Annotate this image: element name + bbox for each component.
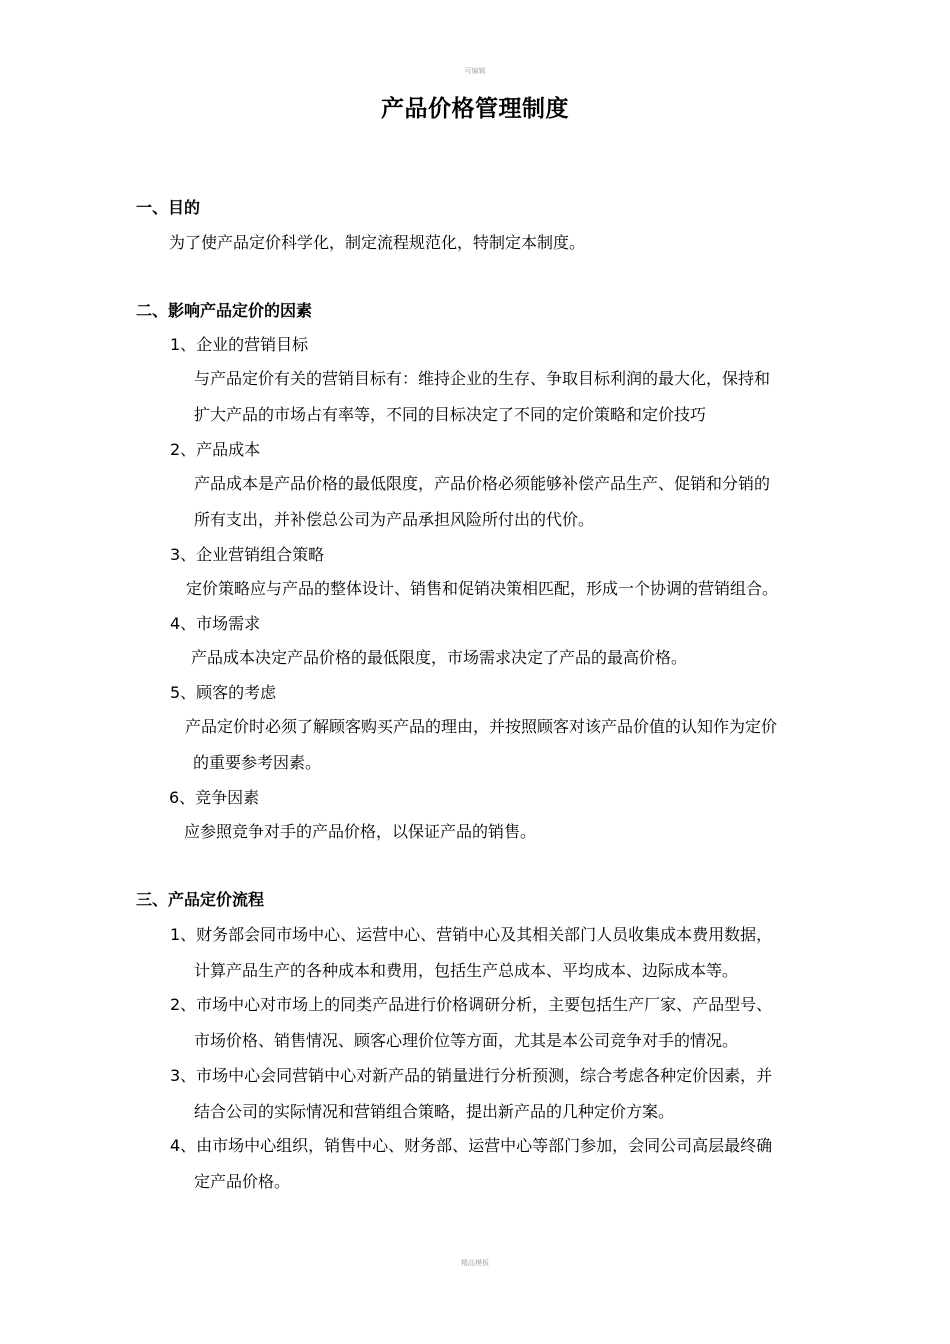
factor-5-label: 5、顾客的考虑 [170, 683, 277, 702]
factor-1-label: 1、企业的营销目标 [170, 335, 309, 354]
process-3-line-1: 3、市场中心会同营销中心对新产品的销量进行分析预测，综合考虑各种定价因素，并 [170, 1066, 773, 1085]
factor-6-line-1: 应参照竞争对手的产品价格，以保证产品的销售。 [184, 822, 537, 841]
factor-4-label: 4、市场需求 [170, 614, 261, 633]
process-3-line-2: 结合公司的实际情况和营销组合策略，提出新产品的几种定价方案。 [194, 1102, 675, 1121]
process-2-line-2: 市场价格、销售情况、顾客心理价位等方面，尤其是本公司竞争对手的情况。 [194, 1031, 739, 1050]
factor-1-line-1: 与产品定价有关的营销目标有：维持企业的生存、争取目标利润的最大化，保持和 [194, 369, 771, 388]
factor-5-line-1: 产品定价时必须了解顾客购买产品的理由，并按照顾客对该产品价值的认知作为定价 [185, 717, 778, 736]
factor-2-line-2: 所有支出，并补偿总公司为产品承担风险所付出的代价。 [194, 510, 595, 529]
document-title: 产品价格管理制度 [381, 96, 569, 122]
process-1-line-2: 计算产品生产的各种成本和费用，包括生产总成本、平均成本、边际成本等。 [194, 961, 739, 980]
factor-2-label: 2、产品成本 [170, 440, 261, 459]
process-4-line-2: 定产品价格。 [194, 1172, 291, 1191]
section-1-heading: 一、目的 [136, 198, 201, 217]
factor-5-line-2: 的重要参考因素。 [193, 753, 322, 772]
header-watermark: 可编辑 [464, 67, 486, 75]
process-1-line-1: 1、财务部会同市场中心、运营中心、营销中心及其相关部门人员收集成本费用数据， [170, 925, 773, 944]
factor-2-line-1: 产品成本是产品价格的最低限度，产品价格必须能够补偿产品生产、促销和分销的 [194, 474, 771, 493]
factor-3-line-1: 定价策略应与产品的整体设计、销售和促销决策相匹配，形成一个协调的营销组合。 [186, 579, 779, 598]
process-2-line-1: 2、市场中心对市场上的同类产品进行价格调研分析，主要包括生产厂家、产品型号、 [170, 995, 773, 1014]
section-2-heading: 二、影响产品定价的因素 [136, 301, 313, 320]
factor-4-line-1: 产品成本决定产品价格的最低限度，市场需求决定了产品的最高价格。 [191, 648, 688, 667]
factor-1-line-2: 扩大产品的市场占有率等，不同的目标决定了不同的定价策略和定价技巧 [194, 405, 707, 424]
section-1-text: 为了使产品定价科学化，制定流程规范化，特制定本制度。 [169, 233, 586, 252]
factor-6-label: 6、竞争因素 [169, 788, 260, 807]
factor-3-label: 3、企业营销组合策略 [170, 545, 325, 564]
process-4-line-1: 4、由市场中心组织，销售中心、财务部、运营中心等部门参加，会同公司高层最终确 [170, 1136, 773, 1155]
section-3-heading: 三、产品定价流程 [136, 890, 265, 909]
footer-watermark: 精品模板 [461, 1259, 489, 1267]
